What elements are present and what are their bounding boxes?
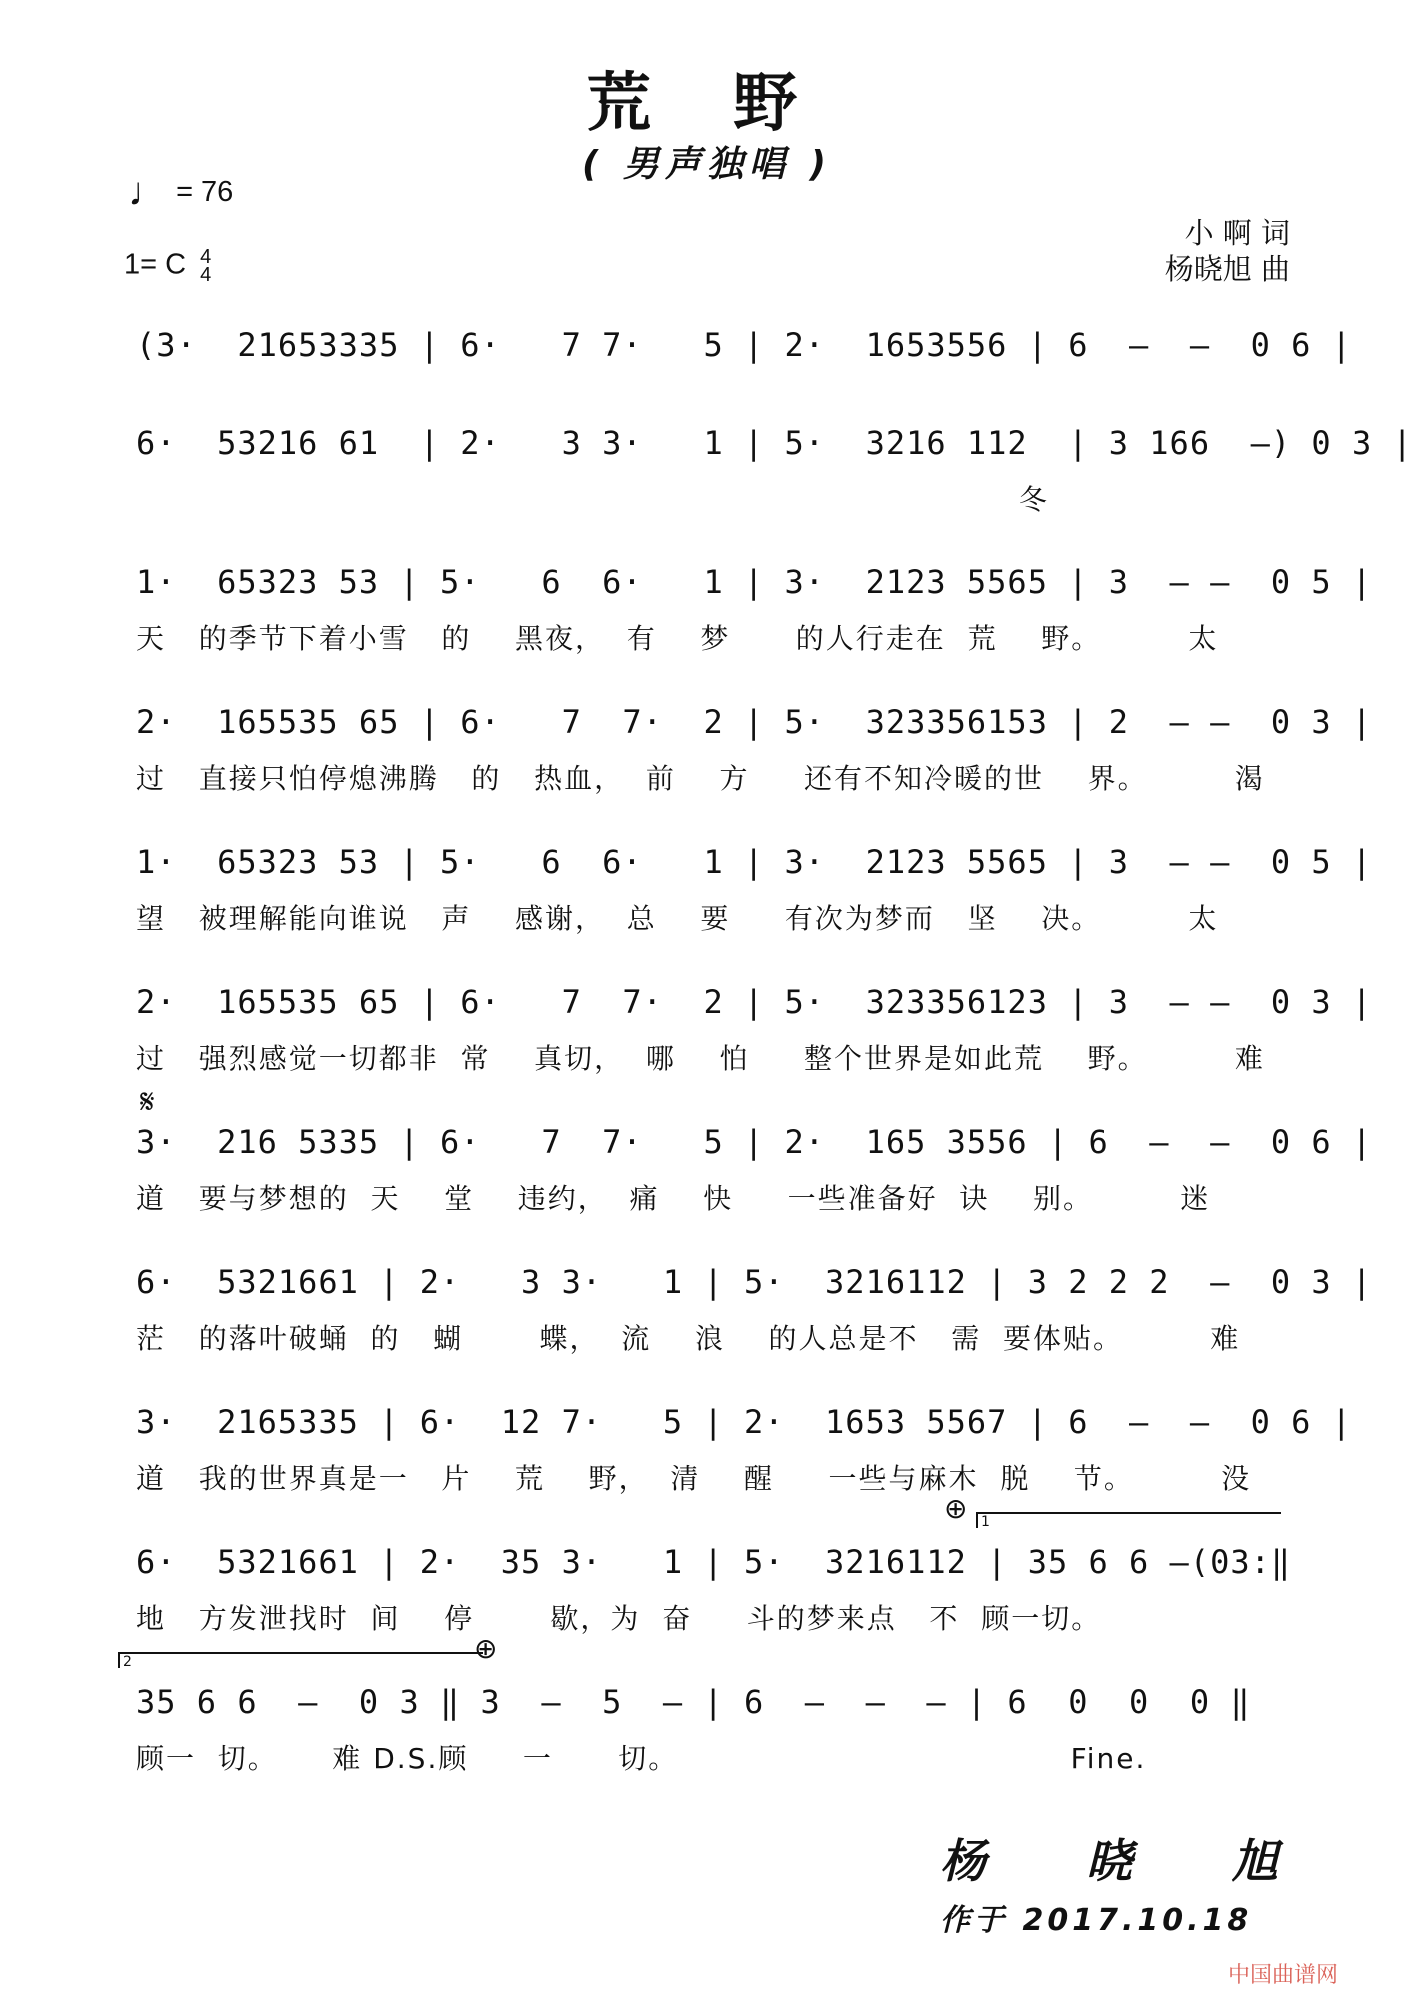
segno-icon: 𝄋 [140, 1082, 155, 1122]
lyrics-line: 过 直接只怕停熄沸腾 的 热血， 前 方 还有不知冷暖的世 界。 渴 [136, 762, 1265, 795]
notes-line: 2· 165535 65 | 6· 7 7· 2 | 5· 323356153 | 2 — — 0 3 | [136, 703, 1373, 741]
composer: 杨晓旭 曲 [1164, 252, 1290, 286]
volta-bracket-1 [976, 1512, 1281, 1528]
key-signature [124, 248, 211, 284]
credits [1165, 215, 1290, 287]
composer-signature: 杨 晓 旭 [940, 1834, 1321, 1888]
lyrics-line: 顾一 切。 难 D.S.顾 一 切。 Fine. [136, 1742, 1147, 1775]
time-bottom: 4 [200, 264, 212, 286]
site-watermark: 中国曲谱网 [1228, 1963, 1339, 1988]
coda-icon: ⊕ [944, 1492, 968, 1525]
lyrics-line: 天 的季节下着小雪 的 黑夜， 有 梦 的人行走在 荒 野。 太 [136, 622, 1219, 655]
time-top: 4 [200, 246, 212, 268]
lyrics-line: 道 要与梦想的 天 堂 违约， 痛 快 一些准备好 诀 别。 迷 [136, 1182, 1211, 1215]
lyrics-line: 茫 的落叶破蛹 的 蝴 蝶， 流 浪 的人总是不 需 要体贴。 难 [136, 1322, 1241, 1355]
volta-number: 1 [981, 1514, 990, 1530]
volta-number: 2 [123, 1654, 132, 1670]
song-title: 荒 野 [586, 67, 828, 141]
lyrics-line: 地 方发泄找时 间 停 歇，为 奋 斗的梦来点 不 顾一切。 [136, 1602, 1102, 1635]
notes-line: 1· 65323 53 | 5· 6 6· 1 | 3· 2123 5565 | 3 — — 0 5 | [136, 843, 1373, 881]
lyrics-line: 冬 [136, 483, 1049, 516]
notes-line: 1· 65323 53 | 5· 6 6· 1 | 3· 2123 5565 | 3 — — 0 5 | [136, 563, 1373, 601]
song-subtitle: ( 男声独唱 ) [582, 144, 832, 185]
coda-icon: ⊕ [474, 1632, 498, 1665]
lyrics-line: 望 被理解能向谁说 声 感谢， 总 要 有次为梦而 坚 决。 太 [136, 902, 1219, 935]
notes-line: 6· 5321661 | 2· 3 3· 1 | 5· 3216112 | 3 2 2 2 — 0 3 | [136, 1263, 1373, 1301]
time-signature [200, 248, 211, 284]
lyricist: 小 啊 词 [1184, 216, 1290, 250]
notes-line: 6· 53216 61 | 2· 3 3· 1 | 5· 3216 112 | 3 166 —) 0 3 | [136, 424, 1413, 462]
lyrics-line: 过 强烈感觉一切都非 常 真切， 哪 怕 整个世界是如此荒 野。 难 [136, 1042, 1265, 1075]
tempo-value: = 76 [176, 176, 234, 208]
notes-line: 35 6 6 — 0 3 ‖ 3 — 5 — | 6 — — — | 6 0 0 0 ‖ [136, 1683, 1251, 1721]
composition-date: 作于 2017.10.18 [940, 1903, 1253, 1938]
key-label: 1= C [124, 248, 187, 281]
notes-line: (3· 21653335 | 6· 7 7· 5 | 2· 1653556 | 6 — — 0 6 | [136, 326, 1352, 364]
notes-line: 2· 165535 65 | 6· 7 7· 2 | 5· 323356123 | 3 — — 0 3 | [136, 983, 1373, 1021]
lyrics-line: 道 我的世界真是一 片 荒 野， 清 醒 一些与麻木 脱 节。 没 [136, 1462, 1252, 1495]
notes-line: 3· 216 5335 | 6· 7 7· 5 | 2· 165 3556 | 6 — — 0 6 | [136, 1123, 1373, 1161]
notes-line: 6· 5321661 | 2· 35 3· 1 | 5· 3216112 | 35 6 6 —(03:‖ [136, 1543, 1292, 1581]
quarter-note-icon: ♩ [128, 170, 168, 214]
notes-line: 3· 2165335 | 6· 12 7· 5 | 2· 1653 5567 | 6 — — 0 6 | [136, 1403, 1352, 1441]
tempo-marking [128, 170, 233, 215]
volta-bracket-2 [118, 1652, 483, 1668]
